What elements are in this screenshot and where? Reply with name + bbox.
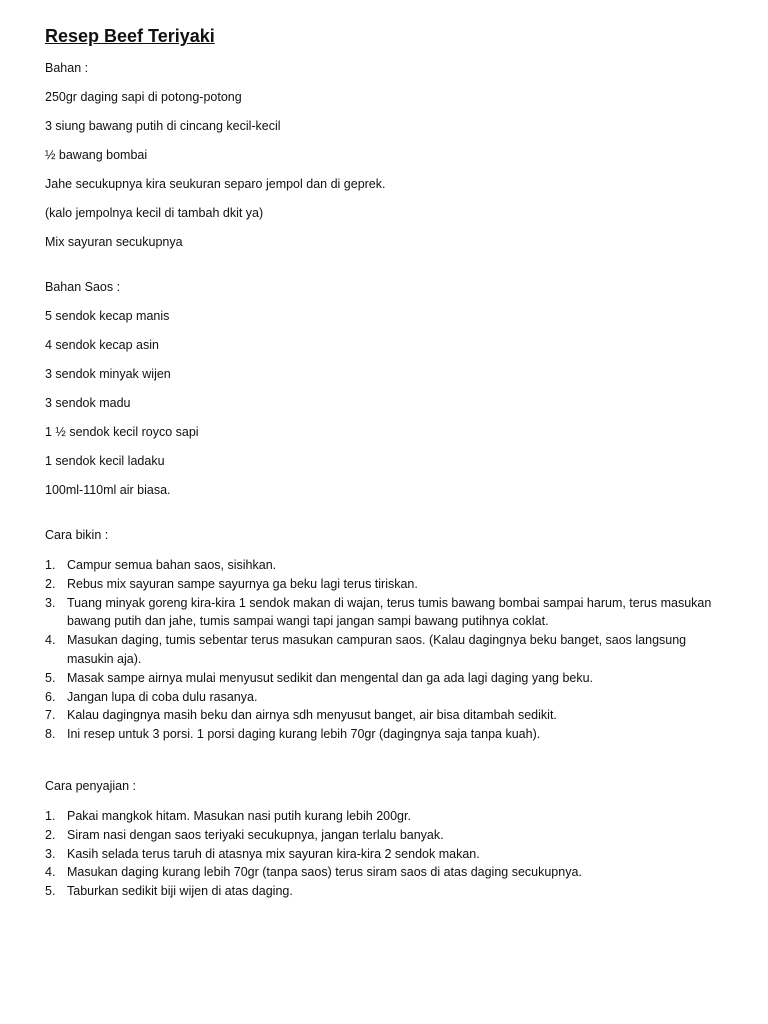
step-text: Taburkan sedikit biji wijen di atas daging. [67, 884, 293, 899]
bahan-saos-item: 1 sendok kecil ladaku [45, 454, 165, 468]
step-text: Tuang minyak goreng kira-kira 1 sendok makan di wajan, terus tumis bawang bombai sampai harum, terus masukan bawang putih dan jahe, tumis sampai wangi tapi jangan sampi bawang putihnya coklat. [67, 595, 712, 629]
step-item [45, 882, 735, 901]
step-number: 4. [45, 865, 56, 880]
bahan-saos-item: 100ml-110ml air biasa. [45, 483, 171, 497]
step-text: Rebus mix sayuran sampe sayurnya ga beku lagi terus tiriskan. [67, 576, 418, 591]
bahan-heading: Bahan : [45, 61, 89, 75]
step-number: 5. [45, 670, 56, 685]
step-text: Jangan lupa di coba dulu rasanya. [67, 689, 258, 704]
bahan-saos-heading: Bahan Saos : [45, 280, 121, 294]
step-text: Masukan daging, tumis sebentar terus masukan campuran saos. (Kalau dagingnya beku banget, saos langsung masukin aja). [67, 633, 687, 666]
step-number: 8. [45, 727, 56, 742]
step-item [45, 669, 735, 688]
step-item [45, 826, 735, 845]
cara-penyajian-section [45, 778, 735, 901]
bahan-item: Jahe secukupnya kira seukuran separo jempol dan di geprek. [45, 177, 386, 191]
step-number: 5. [45, 884, 56, 899]
step-text: Masukan daging kurang lebih 70gr (tanpa saos) terus siram saos di atas daging secukupnya. [67, 865, 582, 880]
step-text: Pakai mangkok hitam. Masukan nasi putih kurang lebih 200gr. [67, 808, 411, 823]
bahan-item: (kalo jempolnya kecil di tambah dkit ya) [45, 206, 264, 220]
cara-penyajian-list [45, 807, 735, 901]
step-item [45, 725, 735, 744]
spacer [45, 263, 735, 279]
step-number: 2. [45, 827, 56, 842]
step-item [45, 845, 735, 864]
cara-penyajian-heading: Cara penyajian : [45, 778, 137, 793]
bahan-item: 3 siung bawang putih di cincang kecil-kecil [45, 119, 281, 133]
step-item [45, 594, 735, 632]
step-text: Masak sampe airnya mulai menyusut sedikit dan mengental dan ga ada lagi daging yang beku. [67, 670, 594, 685]
step-item [45, 863, 735, 882]
step-text: Kasih selada terus taruh di atasnya mix sayuran kira-kira 2 sendok makan. [67, 846, 480, 861]
step-text: Campur semua bahan saos, sisihkan. [67, 558, 277, 572]
bahan-saos-item: 3 sendok minyak wijen [45, 367, 171, 381]
step-number: 1. [45, 558, 56, 572]
spacer [45, 744, 735, 778]
bahan-item: 250gr daging sapi di potong-potong [45, 90, 242, 104]
step-item [45, 631, 735, 669]
step-item [45, 575, 735, 594]
step-text: Kalau dagingnya masih beku dan airnya sdh menyusut banget, air bisa ditambah sedikit. [67, 708, 557, 723]
spacer [45, 511, 735, 527]
step-item [45, 688, 735, 707]
step-number: 7. [45, 708, 56, 723]
document-page [45, 25, 735, 901]
step-text: Siram nasi dengan saos teriyaki secukupnya, jangan terlalu banyak. [67, 827, 444, 842]
step-number: 3. [45, 595, 56, 610]
bahan-saos-item: 5 sendok kecap manis [45, 309, 170, 323]
step-number: 6. [45, 689, 56, 704]
bahan-item: Mix sayuran secukupnya [45, 235, 183, 249]
step-number: 1. [45, 808, 56, 823]
step-text: Ini resep untuk 3 porsi. 1 porsi daging kurang lebih 70gr (dagingnya saja tanpa kuah). [67, 727, 541, 742]
bahan-saos-item: 1 ½ sendok kecil royco sapi [45, 425, 199, 439]
cara-bikin-list [45, 556, 735, 744]
step-item [45, 556, 735, 575]
cara-bikin-section [45, 527, 735, 744]
document-title: Resep Beef Teriyaki [45, 26, 215, 46]
bahan-section [45, 60, 735, 250]
step-item [45, 807, 735, 826]
bahan-saos-item: 4 sendok kecap asin [45, 338, 159, 352]
bahan-saos-section [45, 279, 735, 498]
step-number: 4. [45, 633, 56, 648]
bahan-item: ½ bawang bombai [45, 148, 148, 162]
cara-bikin-heading: Cara bikin : [45, 528, 109, 542]
step-number: 3. [45, 846, 56, 861]
bahan-saos-item: 3 sendok madu [45, 396, 131, 410]
step-number: 2. [45, 576, 56, 591]
step-item [45, 706, 735, 725]
